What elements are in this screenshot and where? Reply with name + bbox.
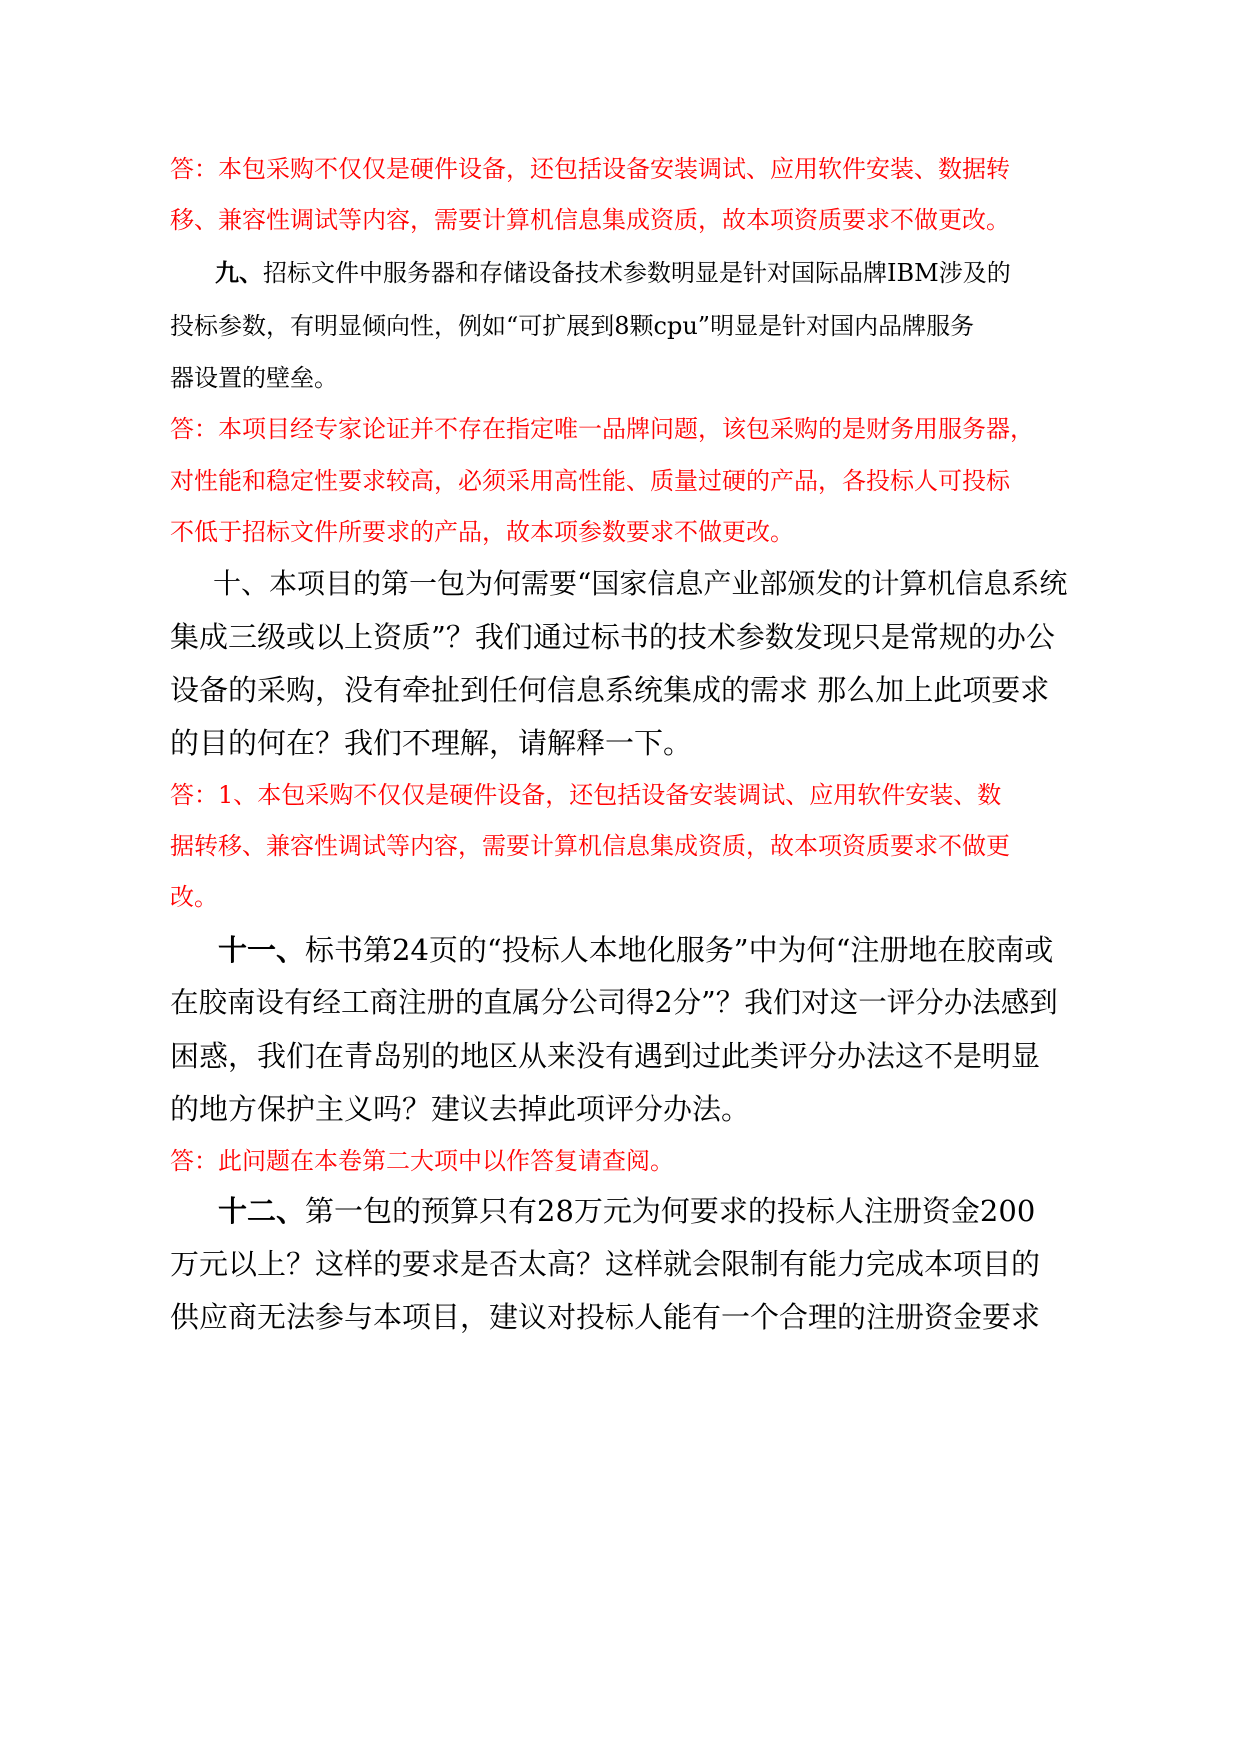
question-line: 设备的采购，没有牵扯到任何信息系统集成的需求 那么加上此项要求 <box>170 673 1050 707</box>
answer-line: 答：此问题在本卷第二大项中以作答复请查阅。 <box>170 1147 674 1175</box>
question-line <box>215 258 1011 287</box>
answer-line: 据转移、兼容性调试等内容，需要计算机信息集成资质，故本项资质要求不做更 <box>170 832 1010 860</box>
question-line: 投标参数，有明显倾向性，例如“可扩展到8颗cpu”明显是针对国内品牌服务 <box>170 312 975 340</box>
question-line: 器设置的壁垒。 <box>170 364 338 392</box>
question-line: 在胶南设有经工商注册的直属分公司得2分”？我们对这一评分办法感到 <box>170 986 1058 1019</box>
question-text: 招标文件中服务器和存储设备技术参数明显是针对国际品牌IBM涉及的 <box>263 259 1011 287</box>
question-number: 九、 <box>215 258 263 287</box>
answer-line: 不低于招标文件所要求的产品，故本项参数要求不做更改。 <box>170 518 794 546</box>
answer-line: 改。 <box>170 883 218 911</box>
question-line: 的目的何在？我们不理解，请解释一下。 <box>170 726 693 760</box>
answer-line: 答：本包采购不仅仅是硬件设备，还包括设备安装调试、应用软件安装、数据转 <box>170 155 1010 183</box>
question-line: 万元以上？这样的要求是否太高？这样就会限制有能力完成本项目的 <box>170 1247 1041 1281</box>
question-line: 十、本项目的第一包为何需要“国家信息产业部颁发的计算机信息系统 <box>213 567 1068 600</box>
answer-line: 答：1、本包采购不仅仅是硬件设备，还包括设备安装调试、应用软件安装、数 <box>170 781 1002 809</box>
answer-line: 对性能和稳定性要求较高，必须采用高性能、质量过硬的产品，各投标人可投标 <box>170 467 1010 495</box>
question-line <box>218 1194 1036 1228</box>
question-line <box>218 933 1054 967</box>
question-line: 集成三级或以上资质”？我们通过标书的技术参数发现只是常规的办公 <box>170 620 1055 654</box>
question-number: 十二、 <box>218 1194 306 1228</box>
question-line: 困惑，我们在青岛别的地区从来没有遇到过此类评分办法这不是明显 <box>170 1039 1041 1073</box>
answer-line: 移、兼容性调试等内容，需要计算机信息集成资质，故本项资质要求不做更改。 <box>170 206 1010 234</box>
question-number: 十一、 <box>218 933 306 967</box>
question-line: 的地方保护主义吗？建议去掉此项评分办法。 <box>170 1092 751 1126</box>
question-text: 标书第24页的“投标人本地化服务”中为何“注册地在胶南或 <box>305 933 1054 967</box>
question-line: 供应商无法参与本项目，建议对投标人能有一个合理的注册资金要求 <box>170 1300 1041 1334</box>
answer-line: 答：本项目经专家论证并不存在指定唯一品牌问题，该包采购的是财务用服务器， <box>170 415 1034 443</box>
question-text: 第一包的预算只有28万元为何要求的投标人注册资金200 <box>305 1194 1036 1228</box>
